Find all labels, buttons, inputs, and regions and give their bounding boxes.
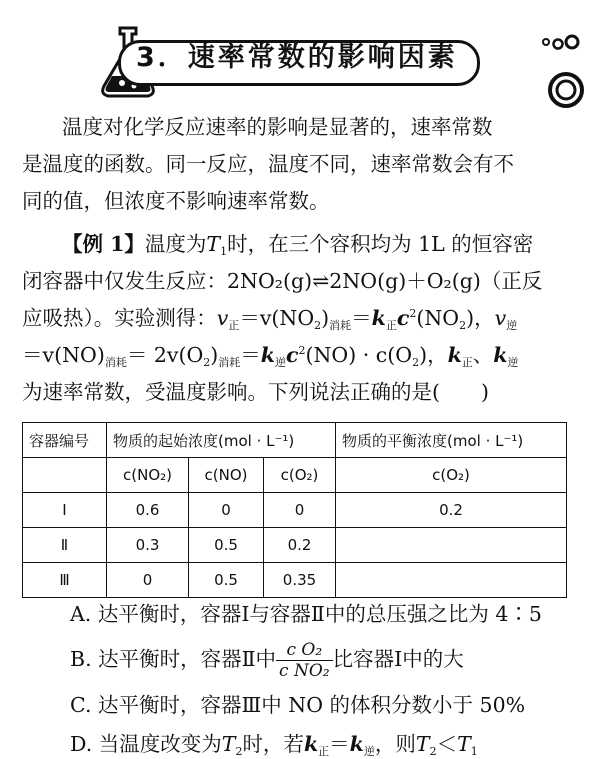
equals: ＝ (351, 306, 372, 330)
cell-eq: 0.2 (336, 493, 567, 528)
cell-cNO2: 0 (107, 563, 189, 598)
k-symbol: k (303, 732, 319, 756)
k-symbol: k (447, 343, 462, 367)
subscript: 逆 (363, 745, 375, 758)
example-line-3 (22, 301, 517, 333)
k-symbol: k (260, 343, 275, 367)
k-symbol: k (493, 343, 508, 367)
section-title: 3．速率常数的影响因素 (136, 42, 458, 73)
paren: ) (321, 306, 330, 330)
subheader-cO2-eq: c(O₂) (336, 458, 567, 493)
option-c: C. 达平衡时，容器Ⅲ中 NO 的体积分数小于 50% (70, 693, 526, 717)
table-header-row (23, 423, 567, 458)
fraction (276, 640, 333, 681)
example-tag: 【例 1】 (62, 232, 145, 256)
subscript: 逆 (275, 356, 286, 369)
paren: ) (210, 343, 219, 367)
equals: ＝ (240, 343, 261, 367)
conc-expr: (NO (416, 306, 460, 330)
subscript: 1 (470, 745, 478, 758)
option-b (70, 640, 464, 681)
fraction-denominator: c NO₂ (279, 661, 330, 681)
subscript: 逆 (507, 356, 519, 369)
equals: ＝ 2 (126, 343, 167, 367)
cell-eq (336, 528, 567, 563)
subscript: 消耗 (218, 356, 241, 369)
ring-icon (546, 70, 588, 112)
table-row (23, 528, 567, 563)
subscript: 2 (459, 319, 467, 332)
example-text: 应吸热）。实验测得： (22, 306, 217, 330)
option-d-text: 时，若 (242, 732, 304, 756)
rate-expr: v(O (166, 343, 204, 367)
paren: )， (466, 306, 495, 330)
k-symbol: k (371, 306, 386, 330)
k-symbol: k (349, 732, 364, 756)
c-symbol: c (286, 343, 299, 367)
separator: 、 (472, 343, 494, 367)
header-container: 容器编号 (23, 423, 107, 458)
cell-cNO2: 0.3 (107, 528, 189, 563)
c-symbol: c (396, 306, 410, 330)
subscript: 正 (385, 319, 397, 332)
temp-symbol: T (415, 732, 430, 756)
cell-cNO2: 0.6 (107, 493, 189, 528)
subscript: 逆 (506, 319, 518, 332)
table-cell (23, 458, 107, 493)
row-id: Ⅱ (23, 528, 107, 563)
subscript: 正 (318, 745, 330, 758)
cell-cO2: 0.2 (264, 528, 336, 563)
subscript: 2 (203, 356, 211, 369)
subheader-cNO2: c(NO₂) (107, 458, 189, 493)
rate-symbol: v (494, 306, 507, 330)
option-a: A. 达平衡时，容器Ⅰ与容器Ⅱ中的总压强之比为 4∶5 (70, 602, 542, 626)
option-d-text: D. 当温度改变为 (70, 732, 222, 756)
subscript: 2 (412, 356, 420, 369)
subscript: 2 (314, 319, 322, 332)
subscript: 消耗 (329, 319, 352, 332)
intro-line-3: 同的值，但浓度不影响速率常数。 (22, 189, 330, 213)
example-line-5: 为速率常数，受温度影响。下列说法正确的是( ) (22, 380, 489, 404)
example-text: 时，在三个容积均为 1L 的恒容密 (227, 232, 534, 256)
equals: ＝ (329, 732, 350, 756)
less-than: ＜ (436, 732, 458, 756)
bubbles-icon (538, 34, 588, 68)
paren: )， (419, 343, 448, 367)
option-d (70, 727, 478, 759)
superscript: 2 (298, 344, 306, 357)
subheader-cO2: c(O₂) (264, 458, 336, 493)
table-row (23, 493, 567, 528)
table-row (23, 563, 567, 598)
subscript: 2 (429, 745, 437, 758)
subscript: 正 (228, 319, 240, 332)
superscript: 2 (409, 307, 417, 320)
row-id: Ⅰ (23, 493, 107, 528)
header-equilibrium: 物质的平衡浓度(mol · L⁻¹) (336, 423, 567, 458)
cell-cNO: 0.5 (189, 563, 264, 598)
cell-cO2: 0 (264, 493, 336, 528)
section-banner (94, 34, 478, 88)
equals: ＝ (239, 306, 260, 330)
rate-expr: v(NO) (42, 343, 105, 367)
example-line-4 (22, 338, 519, 370)
row-id: Ⅲ (23, 563, 107, 598)
subscript: 2 (235, 745, 243, 758)
temp-symbol: T (206, 232, 221, 256)
cell-cNO: 0 (189, 493, 264, 528)
rate-symbol: v (216, 306, 229, 330)
subscript: 正 (461, 356, 473, 369)
intro-line-1: 温度对化学反应速率的影响是显著的，速率常数 (62, 115, 493, 139)
header-initial: 物质的起始浓度(mol · L⁻¹) (107, 423, 336, 458)
subscript: 1 (220, 245, 228, 258)
table-subheader-row (23, 458, 567, 493)
example-text: 温度为 (144, 232, 207, 256)
temp-symbol: T (457, 732, 471, 756)
temp-symbol: T (221, 732, 236, 756)
intro-line-2: 是温度的函数。同一反应，温度不同，速率常数会有不 (22, 152, 514, 176)
cell-cNO: 0.5 (189, 528, 264, 563)
option-d-text: ，则 (374, 732, 416, 756)
example-line-2: 闭容器中仅发生反应：2NO₂(g)⇌2NO(g)＋O₂(g)（正反 (22, 269, 543, 293)
cell-cO2: 0.35 (264, 563, 336, 598)
subheader-cNO: c(NO) (189, 458, 264, 493)
subscript: 消耗 (104, 356, 127, 369)
fraction-numerator: c O₂ (276, 640, 333, 661)
example-line-1 (62, 227, 533, 258)
concentration-table (22, 422, 567, 598)
cell-eq (336, 563, 567, 598)
rate-expr: v(NO (259, 306, 315, 330)
conc-expr: (NO) · (305, 343, 376, 367)
option-b-text: B. 达平衡时，容器Ⅱ中 (70, 647, 277, 671)
conc-expr: c(O (375, 343, 413, 367)
option-b-text: 比容器Ⅰ中的大 (332, 647, 464, 671)
equals: ＝ (22, 343, 43, 367)
